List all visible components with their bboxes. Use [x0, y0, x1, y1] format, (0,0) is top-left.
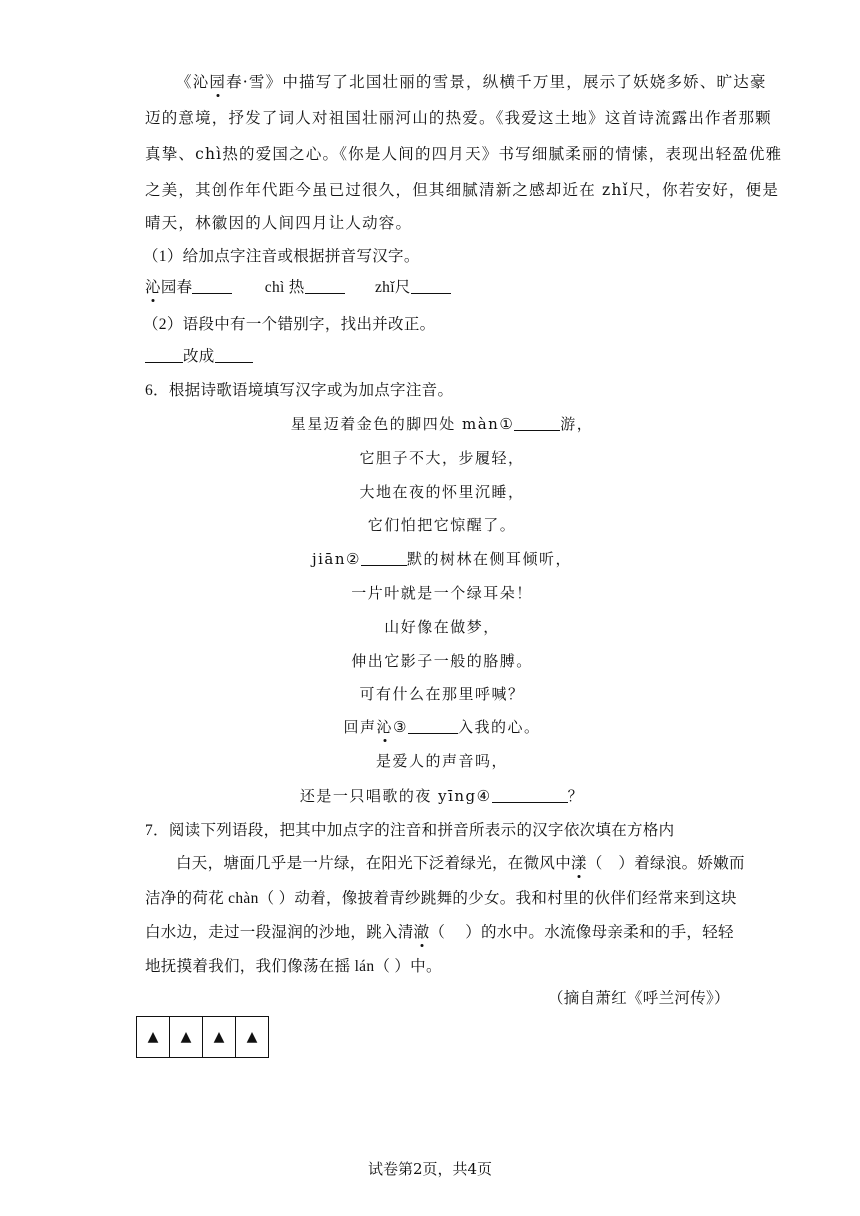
poem-line: 伸出它影子一般的胳膊。 [351, 652, 533, 670]
question-title: 6．根据诗歌语境填写汉字或为加点字注音。 [145, 382, 454, 399]
answer-blank[interactable] [192, 279, 232, 294]
answer-blank[interactable] [305, 279, 345, 294]
poem-line: 可有什么在那里呼喊？ [359, 685, 525, 703]
poem-line: 回声沁③ 入我的心。 [343, 718, 541, 736]
poem-line: 大地在夜的怀里沉睡， [359, 483, 525, 501]
dotted-char: 澈 [414, 920, 430, 942]
passage-line: 晴天，林徽因的人间四月让人动容。 [145, 214, 413, 232]
answer-blank[interactable] [145, 348, 183, 363]
page-footer: 试卷第2页，共4页 [367, 1160, 493, 1178]
answer-cell[interactable]: ▲ [137, 1017, 170, 1057]
poem-line: 还是一只唱歌的夜 yīng④ ？ [299, 787, 585, 805]
question-items: 改成 [145, 344, 253, 366]
dotted-char: 园 [209, 70, 226, 92]
answer-blank[interactable] [408, 719, 458, 734]
passage-line: 之美，其创作年代距今虽已过很久，但其细腻清新之感却近在 zhǐ尺，你若安好，便是 [145, 181, 780, 199]
poem-line: 它胆子不大，步履轻， [359, 449, 525, 467]
question-prompt: （2）语段中有一个错别字，找出并改正。 [143, 316, 436, 333]
poem-line: 一片叶就是一个绿耳朵！ [351, 584, 533, 602]
poem-line: 是爱人的声音吗， [375, 752, 508, 770]
poem-line: 它们怕把它惊醒了。 [367, 516, 517, 534]
poem-line: 星星迈着金色的脚四处 màn① 游， [290, 415, 594, 433]
answer-blank[interactable] [514, 416, 560, 431]
answer-grid [136, 1016, 269, 1058]
dotted-char: 漾 [571, 851, 587, 873]
dotted-char: 沁 [145, 275, 161, 297]
answer-blank[interactable] [492, 788, 568, 803]
passage-line: 《沁园春·雪》中描写了北国壮丽的雪景，纵横千万里，展示了妖娆多娇、旷达豪 [176, 70, 767, 92]
answer-cell[interactable]: ▲ [246, 1029, 258, 1045]
passage-line: 洁净的荷花 chàn（ ）动着，像披着青纱跳舞的少女。我和村里的伙伴们经常来到这块 [145, 890, 737, 907]
answer-cell[interactable]: ▲ [170, 1017, 203, 1057]
question-title: 7．阅读下列语段，把其中加点字的注音和拼音所表示的汉字依次填在方格内 [145, 822, 675, 839]
passage-line: 迈的意境，抒发了词人对祖国壮丽河山的热爱。《我爱这土地》这首诗流露出作者那颗 [145, 109, 772, 127]
dotted-char: 沁 [376, 718, 394, 736]
answer-cell[interactable]: ▲ [203, 1017, 236, 1057]
source-citation: （摘自萧红《呼兰河传》） [548, 990, 730, 1007]
question-items: 沁园春 chì 热 zhǐ尺 [145, 275, 451, 297]
answer-blank[interactable] [361, 551, 407, 566]
passage-line: 地抚摸着我们，我们像荡在摇 lán（ ）中。 [145, 958, 442, 975]
passage-line: 真挚、chì热的爱国之心。《你是人间的四月天》书写细腻柔丽的情愫，表现出轻盈优雅 [145, 145, 783, 163]
poem-line: jiān② 默的树林在侧耳倾听， [311, 550, 572, 568]
poem-line: 山好像在做梦， [384, 618, 500, 636]
passage-line: 白天，塘面几乎是一片绿，在阳光下泛着绿光，在微风中漾（ ）着绿浪。娇嫩而 [176, 851, 745, 873]
answer-blank[interactable] [411, 279, 451, 294]
passage-line: 白水边，走过一段湿润的沙地，跳入清澈（ ）的水中。水流像母亲柔和的手，轻轻 [145, 920, 734, 942]
answer-blank[interactable] [215, 348, 253, 363]
question-prompt: （1）给加点字注音或根据拼音写汉字。 [143, 248, 420, 265]
